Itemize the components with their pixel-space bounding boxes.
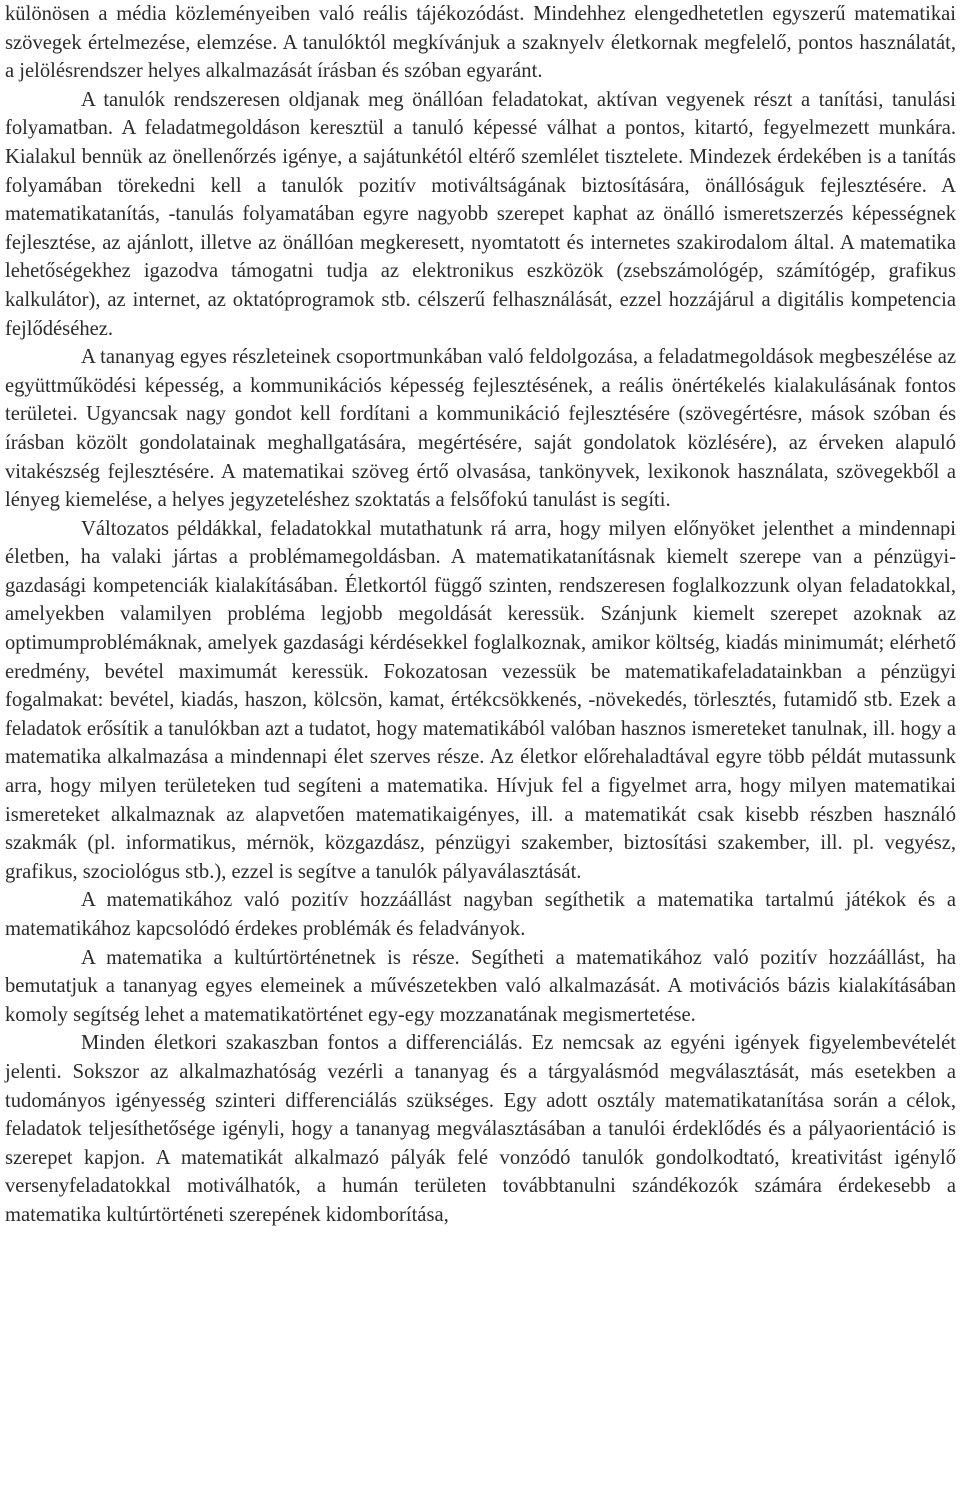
- sentence: A feladatmegoldáson keresztül a tanuló képessé válhat a pontos, kitartó, fegyelmezett munkára.: [121, 117, 956, 140]
- sentence: Szánjunk kiemelt szerepet azoknak az optimumproblémáknak, amelyek gazdasági kérdésekkel foglalkoznak, amikor költség, kiadás minimumát; elérhető eredmény, bevétel maximumát keressük.: [5, 603, 956, 683]
- sentence: A matematika lehetőségekhez igazodva támogatni tudja az elektronikus eszközök (zsebszámológép, számítógép, grafikus kalkulátor), az internet, az oktatóprogramok stb. célszerű felhasználását, ezzel hozzájárul a digitális kompetencia fejlődéséhez.: [5, 231, 956, 340]
- sentence: Az életkor előrehaladtával egyre több példát mutassunk arra, hogy milyen területeken tud segíteni a matematika.: [5, 746, 956, 798]
- paragraph-6: [5, 944, 956, 1030]
- paragraph-4: [5, 515, 956, 887]
- sentence: Életkortól függő szinten, rendszeresen foglalkozzunk olyan feladatokkal, amelyekben valamilyen probléma legjobb megoldását keressük.: [5, 574, 956, 626]
- sentence: Fokozatosan vezessük be matematikafeladatainkban a pénzügyi fogalmakat: bevétel, kiadás, haszon, kölcsön, kamat, értékcsökkenés, -növekedés, törlesztés, futamidő stb.: [5, 660, 956, 712]
- sentence: Hívjuk fel a figyelmet arra, hogy milyen matematikai ismereteket alkalmaznak az alapvetően matematikaigényes, ill. a matematikát csak kisebb részben használó szakmák (pl. informatikus, mérnök, közgazdász, pénzügyi szakember, biztosítási szakember, ill. pl. vegyész, grafikus, szociológus stb.), ezzel is segítve a tanulók pályaválasztását.: [5, 775, 956, 883]
- paragraph-1: [5, 0, 956, 86]
- sentence: Sokszor az alkalmazhatóság vezérli a tananyag és a tárgyalásmód megválasztását, más esetekben a tudományos igényesség szinteri differenciálás szükséges.: [5, 1060, 956, 1112]
- paragraph-7: [5, 1029, 956, 1229]
- sentence: A matematikához való pozitív hozzáállást nagyban segíthetik a matematika tartalmú játékok és a matematikához kapcsolódó érdekes problémák és feladványok.: [5, 889, 956, 940]
- sentence: Kialakul bennük az önellenőrzés igénye, a sajátunkétól eltérő szemlélet tisztelete.: [5, 145, 684, 168]
- paragraph-5: [5, 886, 956, 943]
- sentence: Ugyancsak nagy gondot kell fordítani a kommunikáció fejlesztésére (szövegértésre, mások szóban és írásban közölt gondolatainak meghallgatására, megértésére, saját gondolatok közlésére), az érveken alapuló vitakészség fejlesztésére.: [5, 403, 956, 483]
- paragraph-3: [5, 343, 956, 515]
- sentence: Ezek a feladatok erősítik a tanulókban azt a tudatot, hogy matematikából valóban hasznos ismereteket tanulnak, ill. hogy a matematika alkalmazása a mindennapi élet szerves része.: [5, 689, 956, 769]
- sentence: különösen a média közleményeiben való reális tájékozódást.: [5, 3, 525, 25]
- sentence: Mindehhez elengedhetetlen egyszerű matematikai szövegek értelmezése, elemzése.: [5, 3, 956, 54]
- sentence: A matematikatanítás, -tanulás folyamatában egyre nagyobb szerepet kaphat az önálló ismeretszerzés képességnek fejlesztése, az ajánlott, illetve az önállóan megkeresett, nyomtatott és internetes szakirodalom által.: [5, 174, 956, 254]
- paragraph-2: [5, 86, 956, 343]
- sentence: A matematikatanításnak kiemelt szerepe van a pénzügyi-gazdasági kompetenciák kialakításában.: [5, 546, 957, 597]
- sentence: A tanulóktól megkívánjuk a szaknyelv életkornak megfelelő, pontos használatát, a jelölésrendszer helyes alkalmazását írásban és szóban egyaránt.: [5, 31, 956, 83]
- sentence: Mindezek érdekében is a tanítás folyamában törekedni kell a tanulók pozitív motiváltságának biztosítására, önállóságuk fejlesztésére.: [5, 145, 957, 197]
- sentence: Egy adott osztály matematikatanítása során a célok, feladatok teljesíthetősége igényli, hogy a tananyag megválasztásában a tanulói érdeklődés és a pályaorientáció is szerepet kapjon.: [5, 1089, 956, 1169]
- sentence: A matematikát alkalmazó pályák felé vonzódó tanulók gondolkodtató, kreativitást igénylő versenyfeladatokkal motiválhatók, a humán területen továbbtanulni szándékozók számára érdekesebb a matematika kultúrtörténeti szerepének kidomborítása,: [5, 1146, 957, 1226]
- sentence: Segítheti a matematikához való pozitív hozzáállást, ha bemutatjuk a tananyag egyes elemeinek a művészetekben való alkalmazását.: [5, 946, 956, 998]
- sentence: Minden életkori szakaszban fontos a differenciálás.: [81, 1032, 523, 1055]
- sentence: A matematikai szöveg értő olvasása, tankönyvek, lexikonok használata, szövegekből a lényeg kiemelése, a helyes jegyzeteléshez szoktatás a felsőfokú tanulást is segíti.: [5, 460, 957, 512]
- sentence: A tanulók rendszeresen oldjanak meg önállóan feladatokat, aktívan vegyenek részt a tanítási, tanulási folyamatban.: [5, 88, 956, 140]
- sentence: Ez nemcsak az egyéni igények figyelembevételét jelenti.: [5, 1032, 956, 1083]
- sentence: A matematika a kultúrtörténetnek is része.: [81, 946, 460, 969]
- sentence: A motivációs bázis kialakításában komoly segítség lehet a matematikatörténet egy-egy mozzanatának megismertetése.: [5, 975, 957, 1026]
- sentence: A tananyag egyes részleteinek csoportmunkában való feldolgozása, a feladatmegoldások megbeszélése az együttműködési képesség, a kommunikációs képesség fejlesztésének, a reális önértékelés kialakulásának fontos területei.: [5, 346, 956, 426]
- sentence: Változatos példákkal, feladatokkal mutathatunk rá arra, hogy milyen előnyöket jelenthet a mindennapi életben, ha valaki jártas a problémamegoldásban.: [5, 517, 956, 569]
